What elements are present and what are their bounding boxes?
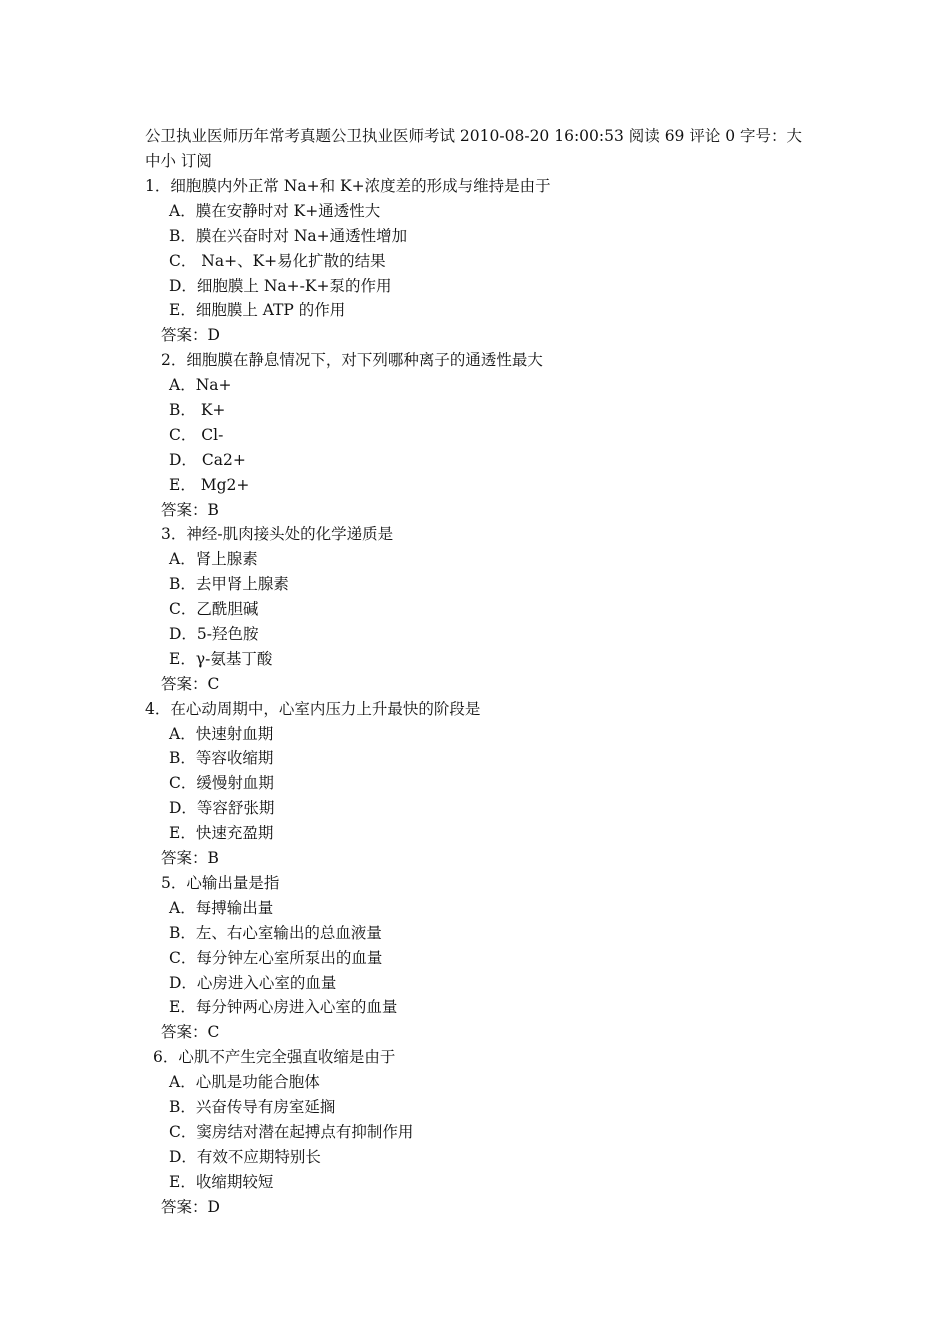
option-item: D．心房进入心室的血量 (169, 973, 337, 992)
option-item: E．每分钟两心房进入心室的血量 (169, 998, 398, 1017)
question-list (145, 174, 815, 1219)
option-item: B． K+ (169, 401, 226, 420)
option-item: A．膜在安静时对 K+通透性大 (169, 201, 381, 220)
answer-text: 答案：C (161, 1023, 220, 1042)
question-text: 4．在心动周期中，心室内压力上升最快的阶段是 (145, 699, 481, 718)
option-item: E．快速充盈期 (169, 824, 274, 843)
option-item: A．心肌是功能合胞体 (169, 1073, 320, 1092)
answer-text: 答案：D (161, 326, 220, 345)
option-item: D．等容舒张期 (169, 799, 275, 818)
question-text: 5．心输出量是指 (161, 873, 280, 892)
option-item: B．左、右心室输出的总血液量 (169, 923, 382, 942)
option-item: C．乙酰胆碱 (169, 600, 259, 619)
question-text: 1．细胞膜内外正常 Na+和 K+浓度差的形成与维持是由于 (145, 177, 551, 195)
question-text: 2．细胞膜在静息情况下，对下列哪种离子的通透性最大 (161, 351, 543, 370)
option-item: A．快速射血期 (169, 724, 274, 743)
option-item: C． Cl- (169, 425, 224, 444)
option-item: E．γ-氨基丁酸 (169, 649, 273, 668)
option-item: C．每分钟左心室所泵出的血量 (169, 948, 383, 967)
question-text: 3．神经-肌肉接头处的化学递质是 (161, 525, 394, 544)
option-item: A．每搏输出量 (169, 898, 274, 917)
option-item: D．有效不应期特别长 (169, 1147, 321, 1166)
answer-text: 答案：D (161, 1197, 220, 1216)
option-item: C．缓慢射血期 (169, 774, 274, 793)
question-text: 6．心肌不产生完全强直收缩是由于 (153, 1048, 396, 1067)
option-item: D．细胞膜上 Na+-K+泵的作用 (169, 276, 392, 295)
option-item: B．去甲肾上腺素 (169, 575, 289, 594)
answer-text: 答案：B (161, 500, 219, 519)
option-item: D． Ca2+ (169, 450, 246, 469)
option-item: B．等容收缩期 (169, 749, 274, 768)
option-item: C． Na+、K+易化扩散的结果 (169, 251, 386, 270)
option-item: B．兴奋传导有房室延搁 (169, 1097, 336, 1116)
option-item: B．膜在兴奋时对 Na+通透性增加 (169, 226, 408, 245)
option-item: D．5-羟色胺 (169, 625, 259, 644)
option-item: E． Mg2+ (169, 475, 250, 494)
option-item: A．Na+ (169, 376, 232, 395)
answer-text: 答案：C (161, 674, 220, 693)
option-item: E．细胞膜上 ATP 的作用 (169, 301, 346, 320)
option-item: E．收缩期较短 (169, 1172, 274, 1191)
option-item: A．肾上腺素 (169, 550, 258, 569)
option-item: C．窦房结对潜在起搏点有抑制作用 (169, 1122, 414, 1141)
article-header: 公卫执业医师历年常考真题公卫执业医师考试 2010-08-20 16:00:53 阅读 69 评论 0 字号：大中小 订阅 (145, 127, 803, 170)
answer-text: 答案：B (161, 849, 219, 868)
